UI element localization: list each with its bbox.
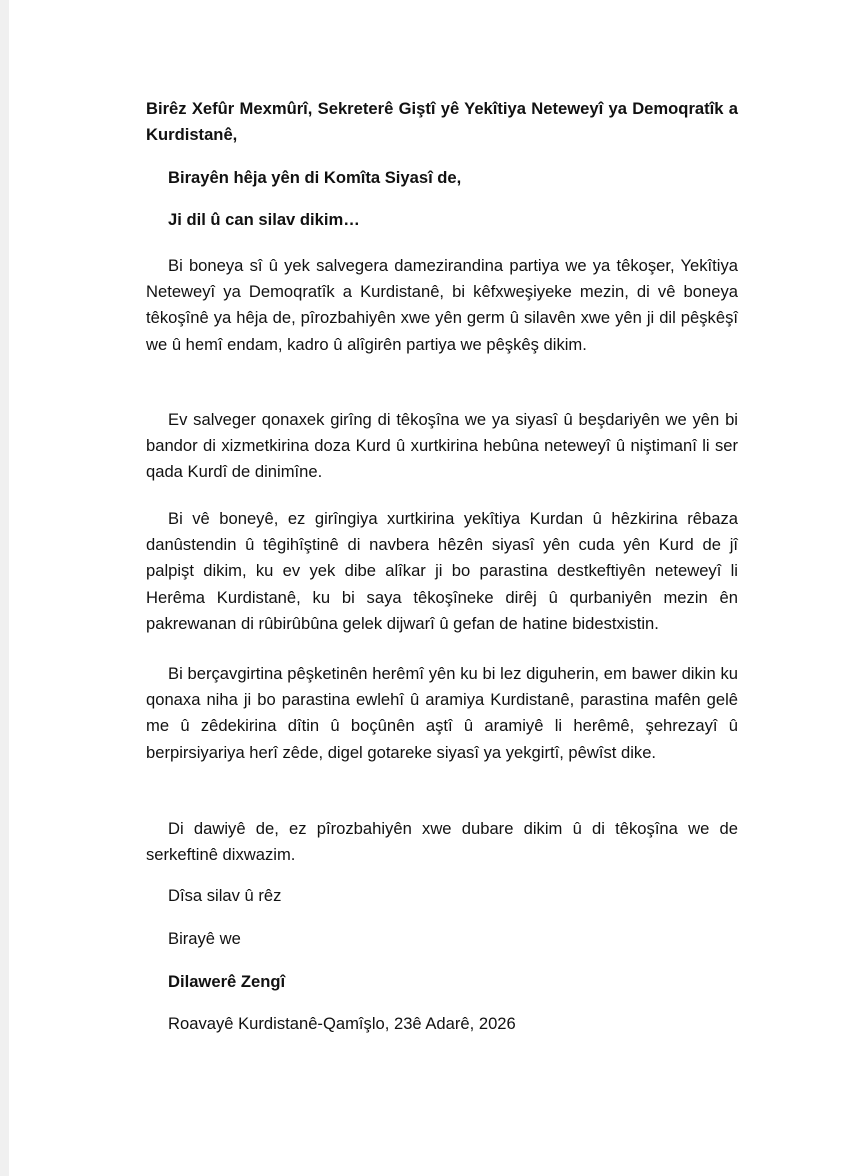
greeting-salute: Ji dil û can silav dikim…	[168, 210, 360, 229]
salutation-recipient: Birêz Xefûr Mexmûrî, Sekreterê Giştî yê Yekîtiya Neteweyî ya Demoqratîk a Kurdistanê,	[146, 99, 738, 145]
greeting-members: Birayên hêja yên di Komîta Siyasî de,	[168, 168, 462, 187]
paragraph-anniversary: Ev salveger qonaxek girîng di têkoşîna we ya siyasî û beşdariyên we yên bi bandor di xizmetkirina doza Kurd û xurtkirina hebûna neteweyî û niştimanî li ser qada Kurdî de dinimîne.	[146, 410, 738, 482]
closing-regards: Dîsa silav û rêz	[168, 886, 282, 905]
signature-name: Dilawerê Zengî	[168, 972, 286, 991]
place-date: Roavayê Kurdistanê-Qamîşlo, 23ê Adarê, 2026	[168, 1014, 516, 1033]
paragraph-unity: Bi vê boneyê, ez girîngiya xurtkirina yekîtiya Kurdan û hêzkirina rêbaza danûstendin û têgihîştinê di navbera hêzên siyasî yên cuda yên Kurd de jî palpişt dikim, ku ev yek dibe alîkar ji bo parastina destkeftiyên neteweyî li Herêma Kurdistanê, ku bi saya têkoşîneke dirêj û qurbaniyên mezin ên pakrewanan di rûbirûbûna gelek dijwarî û gefan de hatine bidestxistin.	[146, 509, 738, 633]
paragraph-congratulations: Bi boneya sî û yek salvegera damezirandina partiya we ya têkoşer, Yekîtiya Neteweyî ya Demoqratîk a Kurdistanê, bi kêfxweşiyeke mezin, di vê boneya têkoşînê ya hêja de, pîrozbahiyên xwe yên germ û silavên xwe yên ji dil pêşkêşî we û hemî endam, kadro û alîgirên partiya we pêşkêş dikim.	[146, 256, 738, 354]
paragraph-regional-developments: Bi berçavgirtina pêşketinên herêmî yên ku bi lez diguherin, em bawer dikin ku qonaxa niha ji bo parastina ewlehî û aramiya Kurdistanê, parastina mafên gelê me û zêdekirina dîtin û boçûnên aştî û aramiyê li herêmê, şehrezayî û berpirsiyariya herî zêde, digel gotareke siyasî ya yekgirtî, pêwîst dike.	[146, 664, 738, 762]
closing-brother: Birayê we	[168, 929, 241, 948]
paragraph-conclusion: Di dawiyê de, ez pîrozbahiyên xwe dubare dikim û di têkoşîna we de serkeftinê dixwazim.	[146, 819, 738, 865]
